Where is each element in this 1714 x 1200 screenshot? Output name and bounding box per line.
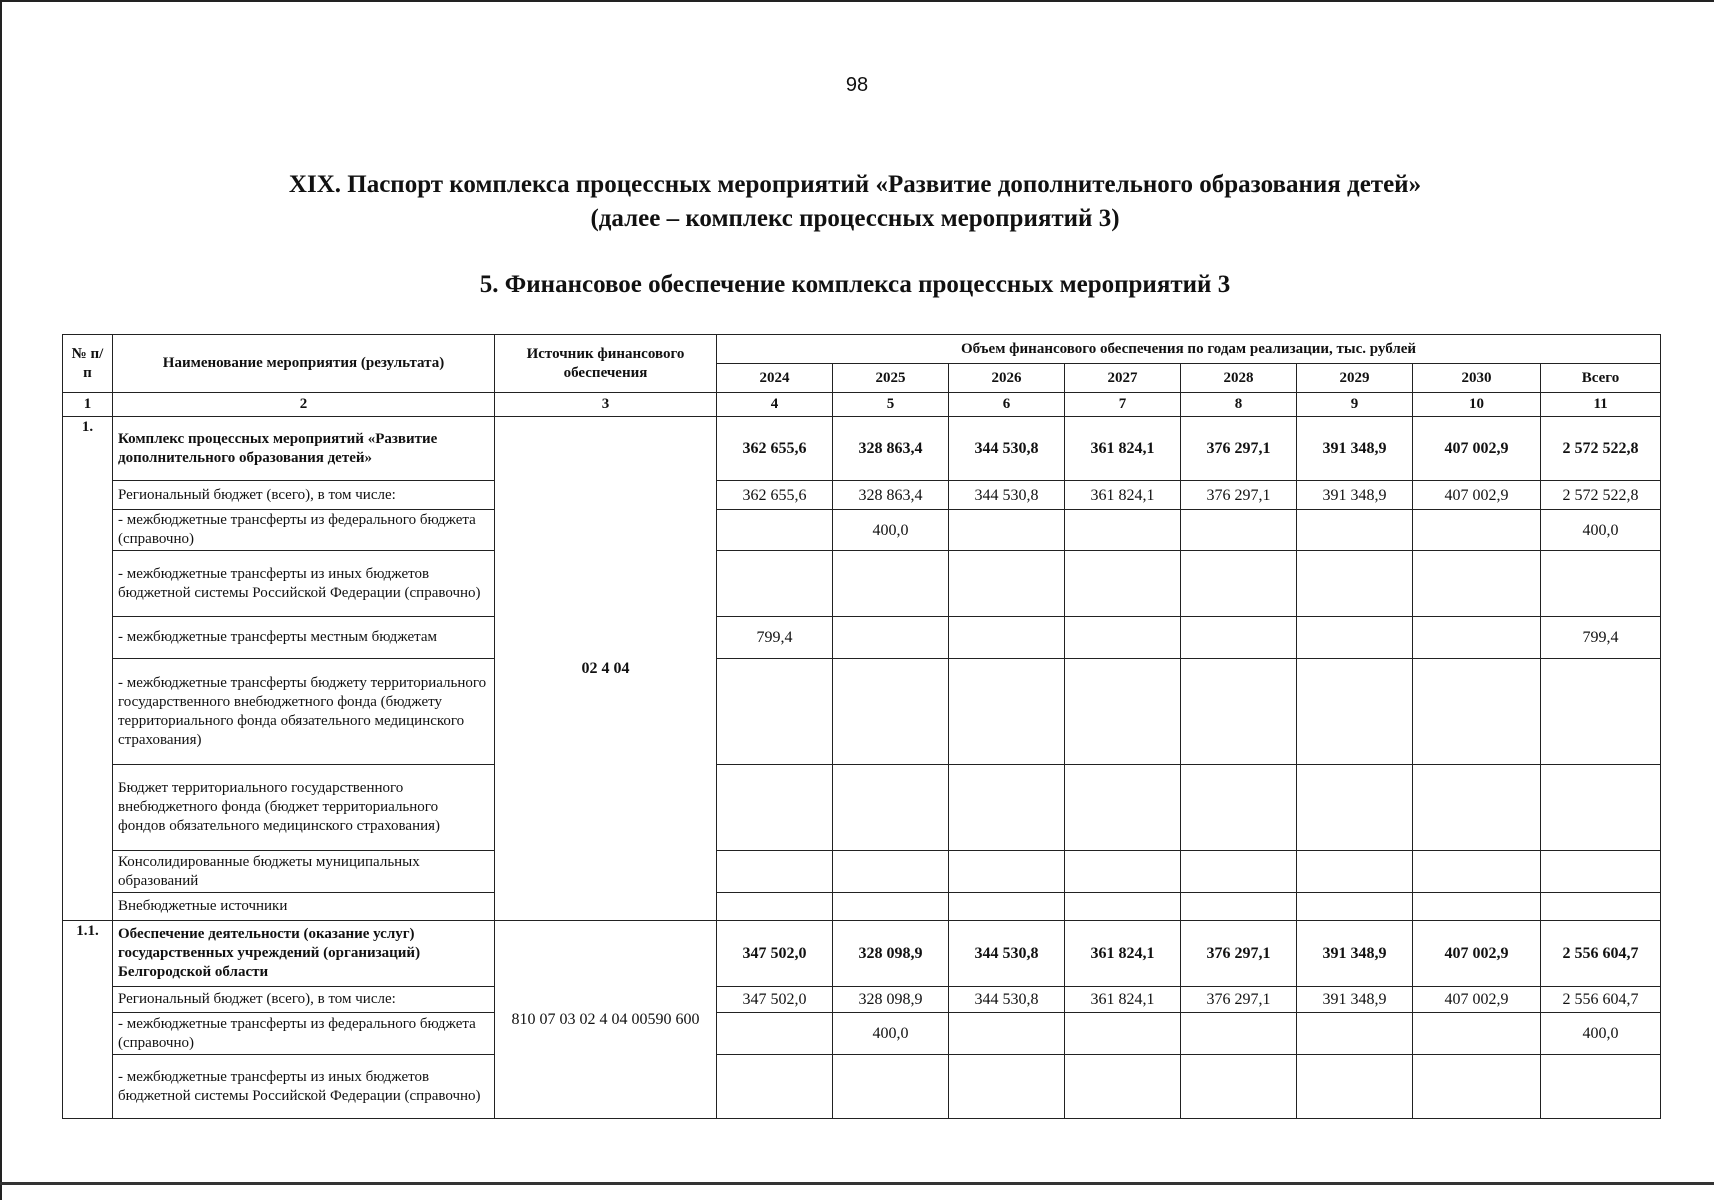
value-cell (949, 893, 1065, 921)
value-cell (833, 1055, 949, 1119)
funding-source-label: - межбюджетные трансферты из иных бюджетов бюджетной системы Российской Федерации (справочно) (113, 551, 495, 617)
header-year: 2028 (1181, 364, 1297, 393)
header-volume: Объем финансового обеспечения по годам реализации, тыс. рублей (717, 335, 1661, 364)
value-cell (717, 1055, 833, 1119)
value-cell (1181, 617, 1297, 659)
value-cell: 347 502,0 (717, 921, 833, 987)
value-cell (833, 659, 949, 765)
value-total: 799,4 (1541, 617, 1661, 659)
value-cell: 328 863,4 (833, 481, 949, 510)
column-number: 9 (1297, 393, 1413, 417)
table-row (63, 893, 1661, 921)
value-cell (949, 659, 1065, 765)
value-cell (949, 1055, 1065, 1119)
value-cell (717, 551, 833, 617)
value-cell (949, 510, 1065, 551)
value-cell: 407 002,9 (1413, 481, 1541, 510)
value-cell (1181, 1013, 1297, 1055)
value-cell: 362 655,6 (717, 417, 833, 481)
table-row (63, 1055, 1661, 1119)
table-row (63, 1013, 1661, 1055)
column-number: 6 (949, 393, 1065, 417)
value-cell (1297, 551, 1413, 617)
funding-source-label: - межбюджетные трансферты местным бюджетам (113, 617, 495, 659)
value-cell: 361 824,1 (1065, 417, 1181, 481)
funding-source-label: - межбюджетные трансферты из иных бюджетов бюджетной системы Российской Федерации (справочно) (113, 1055, 495, 1119)
value-cell: 391 348,9 (1297, 921, 1413, 987)
value-cell (949, 851, 1065, 893)
value-cell (1181, 1055, 1297, 1119)
document-title (60, 168, 1650, 236)
value-cell (833, 893, 949, 921)
value-cell (1413, 893, 1541, 921)
value-cell: 361 824,1 (1065, 987, 1181, 1013)
page-number: 98 (845, 74, 869, 96)
header-year: 2025 (833, 364, 949, 393)
value-cell (1065, 659, 1181, 765)
header-year: 2024 (717, 364, 833, 393)
title-line-1: XIX. Паспорт комплекса процессных мероприятий «Развитие дополнительного образования детей» (288, 171, 1422, 198)
row-index: 1. (63, 417, 113, 921)
value-cell (1297, 851, 1413, 893)
header-num: № п/п (63, 335, 113, 393)
value-cell (717, 1013, 833, 1055)
value-cell: 328 098,9 (833, 987, 949, 1013)
value-cell (717, 851, 833, 893)
value-cell: 376 297,1 (1181, 417, 1297, 481)
value-cell (1065, 1013, 1181, 1055)
value-cell: 376 297,1 (1181, 987, 1297, 1013)
table-row (63, 659, 1661, 765)
value-cell (833, 617, 949, 659)
value-cell: 344 530,8 (949, 481, 1065, 510)
value-cell (1181, 659, 1297, 765)
value-cell (1297, 765, 1413, 851)
funding-source-label: - межбюджетные трансферты из федерального бюджета (справочно) (113, 1013, 495, 1055)
value-total: 400,0 (1541, 510, 1661, 551)
column-number: 5 (833, 393, 949, 417)
header-year: 2027 (1065, 364, 1181, 393)
value-cell: 361 824,1 (1065, 481, 1181, 510)
header-year: 2029 (1297, 364, 1413, 393)
table-row (63, 765, 1661, 851)
value-cell: 344 530,8 (949, 921, 1065, 987)
table-row (63, 921, 1661, 987)
value-total (1541, 765, 1661, 851)
table-row (63, 617, 1661, 659)
column-number: 8 (1181, 393, 1297, 417)
funding-source-label: Региональный бюджет (всего), в том числе: (113, 987, 495, 1013)
column-number: 11 (1541, 393, 1661, 417)
value-cell (1297, 893, 1413, 921)
budget-code: 02 4 04 (495, 417, 717, 921)
value-cell: 400,0 (833, 510, 949, 551)
scan-border-bottom (0, 1182, 1714, 1185)
value-cell (1297, 617, 1413, 659)
value-total: 2 556 604,7 (1541, 921, 1661, 987)
header-total: Всего (1541, 364, 1661, 393)
value-cell (717, 659, 833, 765)
value-cell (1065, 617, 1181, 659)
value-cell (1413, 1013, 1541, 1055)
value-cell (717, 893, 833, 921)
column-number-row (63, 393, 1661, 417)
value-cell (833, 765, 949, 851)
header-row-1 (63, 335, 1661, 364)
value-cell (1181, 765, 1297, 851)
value-cell: 391 348,9 (1297, 987, 1413, 1013)
value-cell: 362 655,6 (717, 481, 833, 510)
funding-source-label: - межбюджетные трансферты бюджету территориального государственного внебюджетного фонда (бюджету территориального фонда обязательного медицинского страхования) (113, 659, 495, 765)
value-cell: 328 863,4 (833, 417, 949, 481)
header-source: Источник финансового обеспечения (495, 335, 717, 393)
value-cell: 407 002,9 (1413, 417, 1541, 481)
table-row (63, 987, 1661, 1013)
activity-name: Обеспечение деятельности (оказание услуг) государственных учреждений (организаций) Белгородской области (113, 921, 495, 987)
value-cell: 407 002,9 (1413, 987, 1541, 1013)
value-cell (1413, 617, 1541, 659)
value-cell (833, 551, 949, 617)
value-cell: 799,4 (717, 617, 833, 659)
value-cell: 361 824,1 (1065, 921, 1181, 987)
value-total: 400,0 (1541, 1013, 1661, 1055)
column-number: 2 (113, 393, 495, 417)
value-cell: 347 502,0 (717, 987, 833, 1013)
title-line-2: (далее – комплекс процессных мероприятий 3) (590, 205, 1120, 232)
value-cell (833, 851, 949, 893)
header-year: 2026 (949, 364, 1065, 393)
value-cell (717, 510, 833, 551)
column-number: 1 (63, 393, 113, 417)
value-total: 2 572 522,8 (1541, 481, 1661, 510)
column-number: 4 (717, 393, 833, 417)
value-cell (1181, 510, 1297, 551)
funding-source-label: - межбюджетные трансферты из федерального бюджета (справочно) (113, 510, 495, 551)
value-total (1541, 551, 1661, 617)
value-total: 2 572 522,8 (1541, 417, 1661, 481)
table-row (63, 481, 1661, 510)
value-cell: 391 348,9 (1297, 481, 1413, 510)
value-cell: 344 530,8 (949, 987, 1065, 1013)
value-cell (1297, 1055, 1413, 1119)
table-row (63, 551, 1661, 617)
value-cell (1065, 510, 1181, 551)
activity-name: Комплекс процессных мероприятий «Развитие дополнительного образования детей» (113, 417, 495, 481)
value-total (1541, 893, 1661, 921)
value-total: 2 556 604,7 (1541, 987, 1661, 1013)
value-cell (949, 1013, 1065, 1055)
column-number: 3 (495, 393, 717, 417)
row-index: 1.1. (63, 921, 113, 1119)
financing-table (62, 334, 1661, 1119)
value-cell: 391 348,9 (1297, 417, 1413, 481)
header-year: 2030 (1413, 364, 1541, 393)
funding-source-label: Бюджет территориального государственного внебюджетного фонда (бюджет территориального фондов обязательного медицинского страхования) (113, 765, 495, 851)
value-cell (1413, 659, 1541, 765)
value-cell (1413, 1055, 1541, 1119)
value-cell (949, 551, 1065, 617)
table-row (63, 417, 1661, 481)
funding-source-label: Региональный бюджет (всего), в том числе: (113, 481, 495, 510)
value-cell (1181, 551, 1297, 617)
funding-source-label: Консолидированные бюджеты муниципальных образований (113, 851, 495, 893)
value-cell: 344 530,8 (949, 417, 1065, 481)
value-cell (1065, 1055, 1181, 1119)
value-cell: 328 098,9 (833, 921, 949, 987)
column-number: 7 (1065, 393, 1181, 417)
column-number: 10 (1413, 393, 1541, 417)
value-cell (1413, 851, 1541, 893)
value-cell (1297, 1013, 1413, 1055)
value-cell (1065, 893, 1181, 921)
scan-border-left (0, 0, 2, 1200)
value-cell (1413, 510, 1541, 551)
value-cell (1413, 551, 1541, 617)
value-cell (1065, 551, 1181, 617)
value-cell: 376 297,1 (1181, 481, 1297, 510)
value-total (1541, 851, 1661, 893)
value-cell (949, 617, 1065, 659)
value-cell (949, 765, 1065, 851)
budget-code: 810 07 03 02 4 04 00590 600 (495, 921, 717, 1119)
value-total (1541, 659, 1661, 765)
funding-source-label: Внебюджетные источники (113, 893, 495, 921)
value-cell (1065, 765, 1181, 851)
value-cell (1181, 851, 1297, 893)
value-cell: 376 297,1 (1181, 921, 1297, 987)
value-total (1541, 1055, 1661, 1119)
table-row (63, 510, 1661, 551)
scan-border-top (0, 0, 1714, 2)
value-cell: 400,0 (833, 1013, 949, 1055)
value-cell (1413, 765, 1541, 851)
value-cell (1065, 851, 1181, 893)
value-cell (1297, 659, 1413, 765)
table-row (63, 851, 1661, 893)
value-cell (1297, 510, 1413, 551)
header-name: Наименование мероприятия (результата) (113, 335, 495, 393)
section-subtitle: 5. Финансовое обеспечение комплекса процессных мероприятий 3 (479, 271, 1231, 298)
value-cell (717, 765, 833, 851)
value-cell (1181, 893, 1297, 921)
value-cell: 407 002,9 (1413, 921, 1541, 987)
